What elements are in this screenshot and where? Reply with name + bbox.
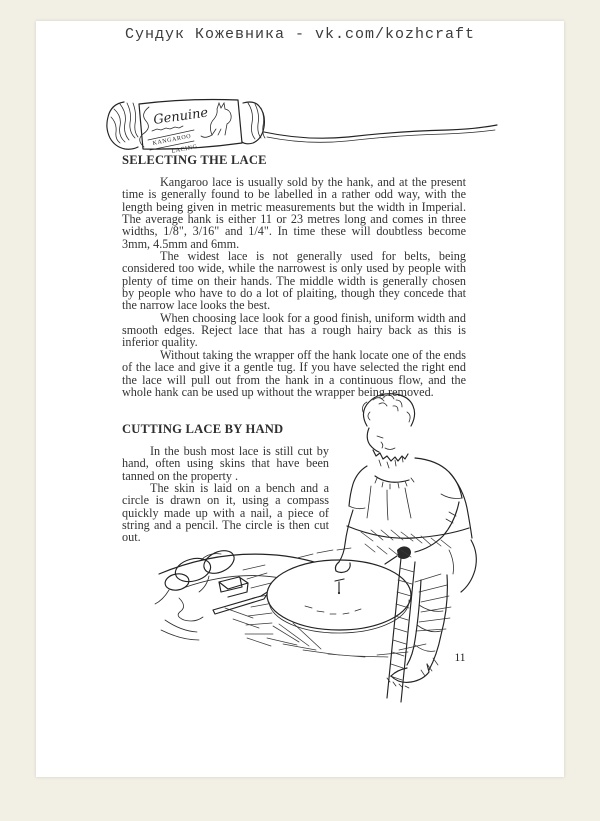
- section-cutting-lace-by-hand: [122, 423, 329, 544]
- paragraph: Without taking the wrapper off the hank locate one of the ends of the lace and give it a gentle tug. If you have selected the right end the lace will pull out from the hank in a continuous flow, and the whole hank can be used up without the wrapper being removed.: [122, 347, 466, 399]
- section-selecting-the-lace: [122, 154, 466, 398]
- paragraph: Kangaroo lace is usually sold by the hank, and at the present time is generally found to be labelled in a rather odd way, with the length being given in metric measurements but the width in Imperial. The average hank is either 11 or 23 metres long and comes in three widths, 1/8", 3/16" and 1/4". In time these will doubtless become 3mm, 4.5mm and 6mm.: [122, 175, 466, 251]
- rolled-straps: [155, 546, 238, 604]
- paragraph: In the bush most lace is still cut by hand, often using skins that have been tanned on the property .: [122, 444, 329, 483]
- section-heading: CUTTING LACE BY HAND: [122, 422, 284, 436]
- scanned-book-page: [0, 21, 600, 821]
- label-genuine-text: Genuine: [152, 105, 210, 128]
- page-number: 11: [454, 652, 466, 664]
- paragraph: When choosing lace look for a good finish, uniform width and smooth edges. Reject lace that has a rough hairy back as this is inferior quality.: [122, 310, 466, 350]
- watermark-banner: Сундук Кожевника - vk.com/kozhcraft: [124, 26, 476, 43]
- label-kangaroo-text: KANGAROO: [152, 133, 192, 147]
- section-heading: SELECTING THE LACE: [122, 153, 267, 167]
- book-page: [36, 21, 564, 777]
- left-tassel: [107, 102, 138, 149]
- knife-on-ground: [213, 591, 269, 614]
- hank-illustration: [102, 93, 562, 155]
- paragraph: The widest lace is not generally used for belts, being considered too wide, while the narrowest is only used by people with plenty of time on their hands. The middle width is generally chosen by people who have to do a lot of plaiting, though they concede that the narrow lace looks the best.: [122, 249, 466, 313]
- wrapper-label: [139, 100, 242, 155]
- paragraph: The skin is laid on a bench and a circle is drawn on it, using a compass quickly made up with a nail, a piece of string and a pencil. The circle is then cut out.: [122, 481, 329, 545]
- hank-of-lace-drawing: [102, 93, 562, 155]
- circular-skin: [267, 560, 411, 633]
- label-lacing-text: LACING: [171, 144, 199, 155]
- small-box: [219, 577, 248, 597]
- string-piece: [178, 598, 203, 621]
- trailing-lace: [264, 125, 497, 142]
- right-tassel: [242, 102, 265, 144]
